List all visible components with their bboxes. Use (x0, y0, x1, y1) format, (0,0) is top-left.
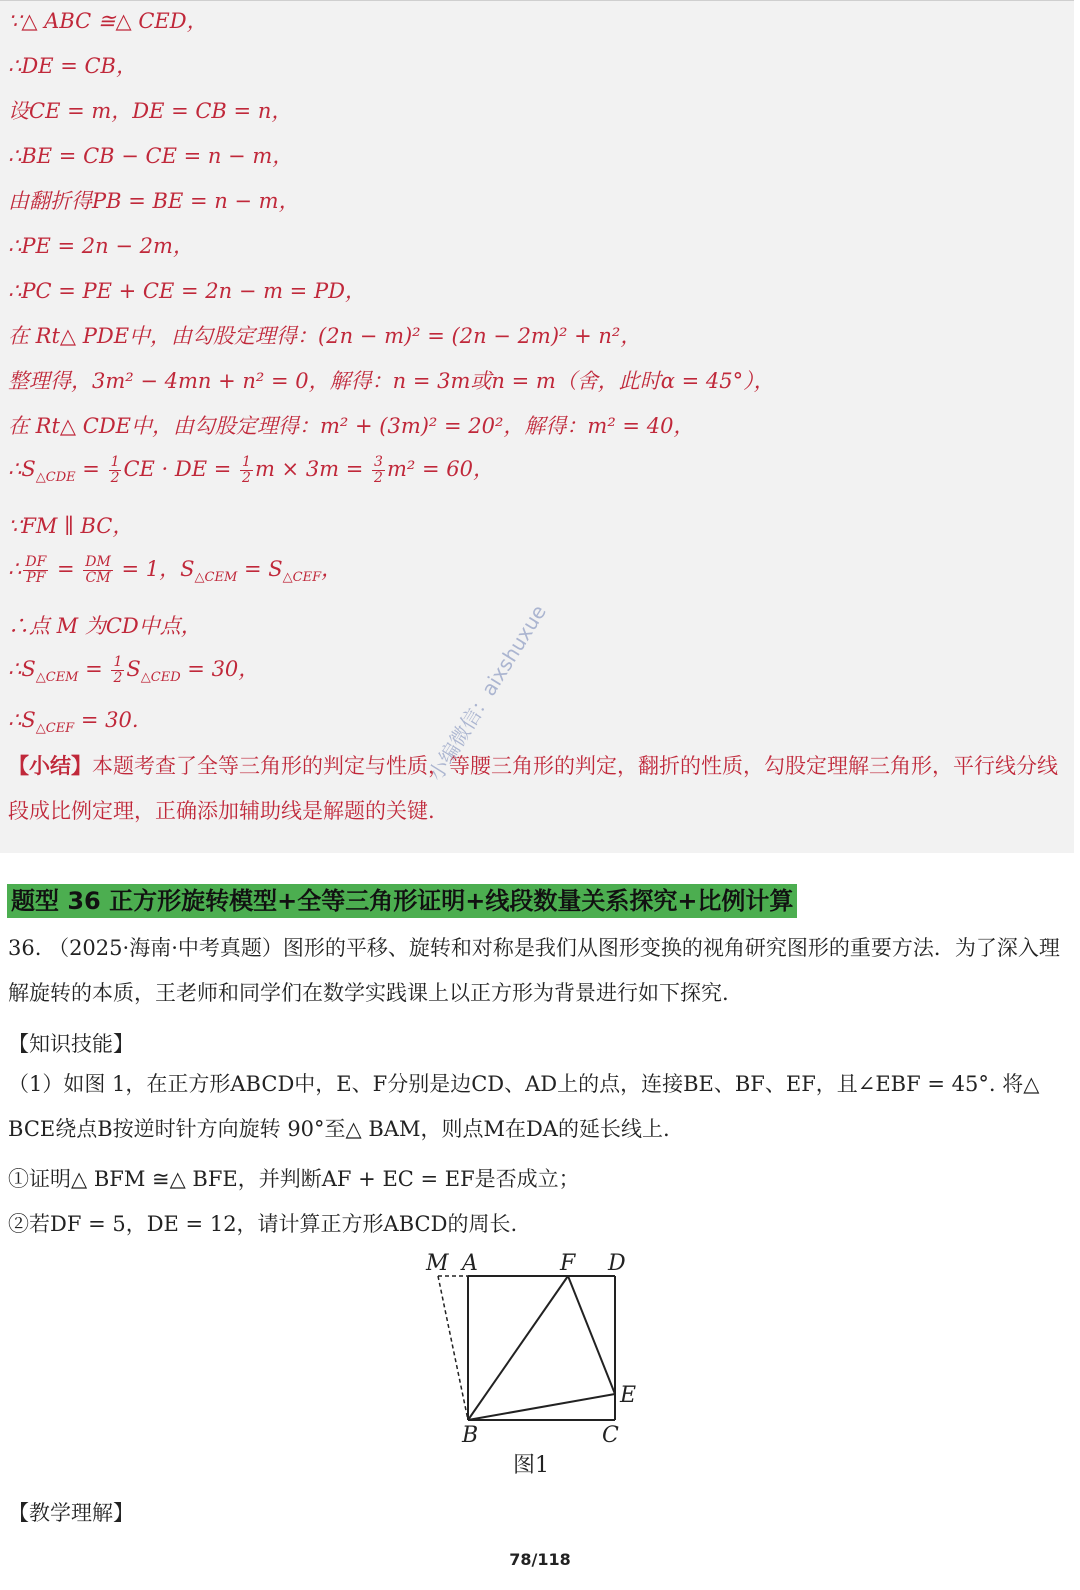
solution-line: 设CE = m，DE = CB = n， (8, 99, 293, 123)
page-number: 78/118 (509, 1550, 571, 1569)
solution-line: 整理得，3m² − 4mn + n² = 0，解得：n = 3m或n = m（舍，此时α = 45°）， (8, 369, 775, 393)
summary-text: 本题考查了全等三角形的判定与性质，等腰三角形的判定，翻折的性质，勾股定理解三角形，平行线分线段成比例定理，正确添加辅助线是解题的关键. (8, 754, 1058, 823)
problem-intro: 36. （2025·海南·中考真题）图形的平移、旋转和对称是我们从图形变换的视角研究图形的重要方法．为了深入理解旋转的本质，王老师和同学们在数学实践课上以正方形为背景进行如下探究. (8, 936, 1060, 1005)
question-2: ②若DF = 5，DE = 12，请计算正方形ABCD的周长. (8, 1212, 518, 1236)
label-f: F (560, 1251, 576, 1276)
solution-line: ∴BE = CB − CE = n − m， (8, 144, 294, 168)
solution-line: 在 Rt△ PDE中，由勾股定理得：(2n − m)² = (2n − 2m)² + n²， (8, 324, 642, 348)
question-1: ①证明△ BFM ≅△ BFE，并判断AF + EC = EF是否成立； (8, 1167, 580, 1191)
segment-mb (438, 1276, 468, 1420)
figure-caption: 图1 (513, 1453, 549, 1478)
section-heading: 题型 36 正方形旋转模型+全等三角形证明+线段数量关系探究+比例计算 (7, 884, 797, 918)
problem-part1: （1）如图 1，在正方形ABCD中，E、F分别是边CD、AD上的点，连接BE、BF、EF，且∠EBF = 45°. 将△ BCE绕点B按逆时针方向旋转 90°至△ BAM，则点M在DA的延长线上. (8, 1072, 1040, 1141)
label-c: C (602, 1423, 619, 1448)
summary-tag: 【小结】 (8, 753, 92, 778)
solution-line: 由翻折得PB = BE = n − m， (8, 189, 300, 213)
solution-line: ∵FM ∥ BC， (8, 514, 134, 538)
label-b: B (462, 1423, 479, 1448)
area-cem-line: $\therefore S_{\triangle CEM}$ = $\frac{1}{2}$ $S_{\triangle CED} = 30$， (8, 654, 260, 686)
ratio-line: ∴ $\frac{DF}{PF}$ = $\frac{DM}{CM}$ = 1，$S_{\triangle CEM} = S_{\triangle CEF}$， (8, 554, 343, 586)
solution-line: ∵△ ABC ≅△ CED， (8, 9, 208, 33)
area-cef-line: $\therefore S_{\triangle CEF} = 30$. (8, 708, 139, 737)
solution-line: ∴点 M 为CD中点， (8, 614, 202, 638)
label-a: A (462, 1251, 478, 1276)
summary (8, 743, 1068, 834)
segment-fe (568, 1276, 615, 1394)
section-knowledge: 【知识技能】 (8, 1032, 134, 1056)
section-teaching: 【教学理解】 (8, 1501, 134, 1525)
solution-line: ∴PC = PE + CE = 2n − m = PD， (8, 279, 366, 303)
solution-line: ∴PE = 2n − 2m， (8, 234, 194, 258)
figure-1 (420, 1248, 660, 1448)
solution-line: 在 Rt△ CDE中，由勾股定理得：m² + (3m)² = 20²，解得：m² = 40， (8, 414, 695, 438)
segment-be (468, 1394, 615, 1420)
segment-bf (468, 1276, 568, 1420)
label-e: E (620, 1383, 637, 1408)
watermark: 小编微信：aixshuxue (423, 600, 551, 785)
label-d: D (608, 1251, 626, 1276)
solution-line: ∴DE = CB， (8, 54, 137, 78)
label-m: M (426, 1251, 449, 1276)
area-cde-line: $\therefore S_{\triangle CDE}$ = $\frac{1}{2}$ CE · DE = $\frac{1}{2}$ m × 3m = $\frac{3}{2}$ m² = 60， (8, 454, 494, 486)
